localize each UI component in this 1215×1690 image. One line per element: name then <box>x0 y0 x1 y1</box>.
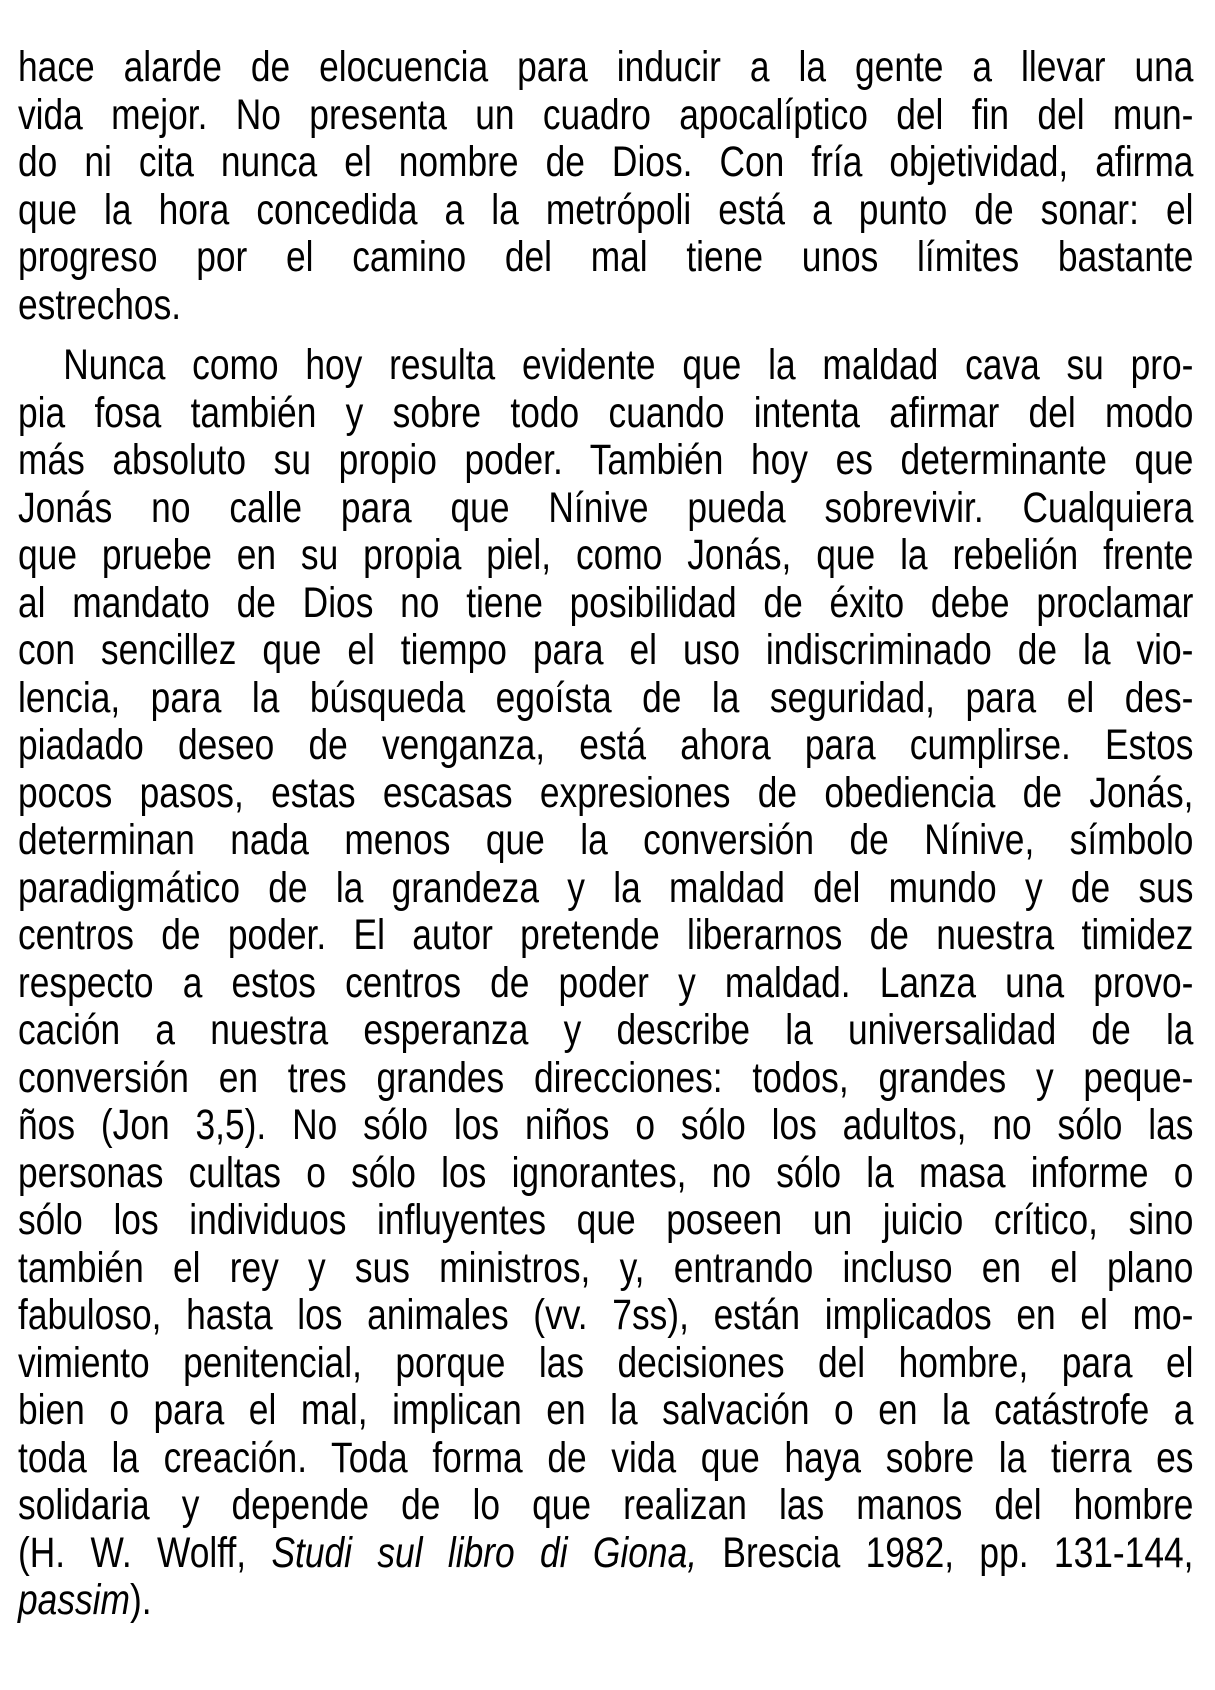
citation-pre: (H. W. Wolff, <box>18 1528 272 1577</box>
text-line: hace alarde de elocuencia para inducir a la gente a llevar una <box>18 43 1194 91</box>
citation-end-line <box>18 1577 1193 1625</box>
text-line: respecto a estos centros de poder y maldad. Lanza una provo- <box>18 958 1194 1007</box>
text-line: piadado deseo de venganza, está ahora para cumplirse. Estos <box>18 721 1194 769</box>
text-line: bien o para el mal, implican en la salvación o en la catástrofe a <box>18 1386 1194 1434</box>
text-line: que la hora concedida a la metrópoli está a punto de sonar: el <box>18 185 1194 234</box>
citation-close: ). <box>129 1576 152 1624</box>
text-line: sólo los individuos influyentes que poseen un juicio crítico, sino <box>18 1196 1194 1244</box>
text-line: con sencillez que el tiempo para el uso indiscriminado de la vio- <box>18 626 1194 674</box>
text-line: solidaria y depende de lo que realizan las manos del hombre <box>18 1481 1194 1529</box>
text-line: pia fosa también y sobre todo cuando intenta afirmar del modo <box>18 388 1194 437</box>
citation-passim: passim <box>18 1576 130 1624</box>
text-line: que pruebe en su propia piel, como Jonás, que la rebelión frente <box>18 531 1194 579</box>
citation-rest: Brescia 1982, pp. 131-144, <box>697 1528 1194 1577</box>
text-line: progreso por el camino del mal tiene unos límites bastante <box>18 233 1194 281</box>
text-line: centros de poder. El autor pretende liberarnos de nuestra timidez <box>18 911 1194 959</box>
citation-line <box>18 1530 1193 1578</box>
text-line: vimiento penitencial, porque las decisiones del hombre, para el <box>18 1338 1194 1387</box>
text-line: más absoluto su propio poder. También hoy es determinante que <box>18 436 1194 484</box>
text-line: personas cultas o sólo los ignorantes, no sólo la masa informe o <box>18 1148 1194 1197</box>
text-line: pocos pasos, estas escasas expresiones de obediencia de Jonás, <box>18 768 1194 817</box>
text-line: ños (Jon 3,5). No sólo los niños o sólo los adultos, no sólo las <box>18 1101 1194 1149</box>
text-line: paradigmático de la grandeza y la maldad del mundo y de sus <box>18 863 1194 912</box>
text-line: Nunca como hoy resulta evidente que la maldad cava su pro- <box>63 341 1194 389</box>
text-line: conversión en tres grandes direcciones: todos, grandes y peque- <box>18 1053 1194 1102</box>
citation-title: Studi sul libro di Giona, <box>271 1528 698 1577</box>
text-line: Jonás no calle para que Nínive pueda sobrevivir. Cualquiera <box>18 483 1194 532</box>
text-line: vida mejor. No presenta un cuadro apocalíptico del fin del mun- <box>18 90 1194 139</box>
text-line: también el rey y sus ministros, y, entrando incluso en el plano <box>18 1243 1194 1292</box>
text-line: fabuloso, hasta los animales (vv. 7ss), están implicados en el mo- <box>18 1291 1194 1339</box>
text-line: lencia, para la búsqueda egoísta de la seguridad, para el des- <box>18 673 1194 722</box>
text-block <box>18 44 1193 1625</box>
text-line: determinan nada menos que la conversión de Nínive, símbolo <box>18 816 1194 864</box>
text-line: cación a nuestra esperanza y describe la universalidad de la <box>18 1006 1194 1054</box>
paragraph-main <box>18 342 1193 1625</box>
text-line: al mandato de Dios no tiene posibilidad de éxito debe proclamar <box>18 578 1194 627</box>
paragraph-continuation <box>18 44 1193 329</box>
text-line: do ni cita nunca el nombre de Dios. Con fría objetividad, afirma <box>18 138 1194 186</box>
text-line: toda la creación. Toda forma de vida que haya sobre la tierra es <box>18 1433 1194 1482</box>
text-line: estrechos. <box>18 280 182 329</box>
